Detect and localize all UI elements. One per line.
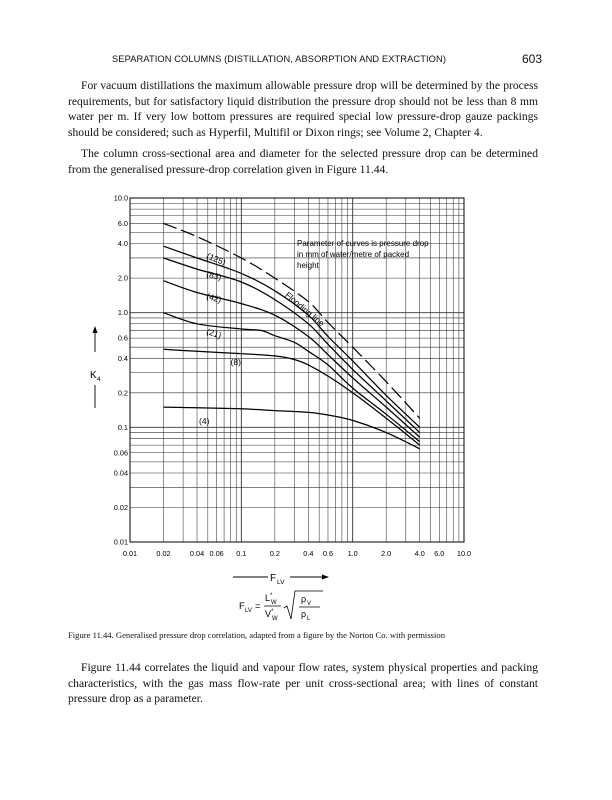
x-axis-label-sub: LV <box>277 579 285 586</box>
curve-label: (21) <box>205 326 223 341</box>
formula-numerator-sub: W <box>271 600 277 606</box>
x-tick-label: 0.2 <box>269 549 280 558</box>
annotation-line: in mm of water/metre of packed <box>297 250 410 259</box>
x-axis-label <box>233 573 329 586</box>
formula-lhs: F <box>239 601 245 612</box>
running-head: SEPARATION COLUMNS (DISTILLATION, ABSORPTION AND EXTRACTION) <box>112 54 447 64</box>
curve-label: (4) <box>199 415 210 426</box>
pressure-drop-curve <box>164 349 420 445</box>
curve-label: (42) <box>205 290 223 305</box>
flooding-line <box>164 223 420 418</box>
x-tick-label: 1.0 <box>347 549 358 558</box>
y-tick-label: 0.4 <box>117 353 128 363</box>
x-tick-label: 4.0 <box>414 549 425 558</box>
y-tick-label: 0.2 <box>117 388 128 398</box>
pressure-drop-curve <box>164 246 420 427</box>
formula-lhs-sub: LV <box>245 608 252 614</box>
x-axis-label-text: F <box>270 573 277 584</box>
curve-label: (125) <box>205 250 228 268</box>
y-tick-label: 0.01 <box>113 537 128 547</box>
y-axis-label-sub: 4 <box>97 376 101 383</box>
flooding-line-label: Flooding line <box>283 289 327 329</box>
x-tick-label: 0.1 <box>236 549 247 558</box>
x-tick-label: 6.0 <box>434 549 445 558</box>
svg-text:*: * <box>271 609 274 615</box>
formula-root-den-sub: L <box>307 616 311 622</box>
formula-root-den: ρ <box>301 609 307 619</box>
paragraph-cross-section: The column cross-sectional area and diameter for the selected pressure drop can be determined from the generalised pressure-drop correlation given in Figure 11.44. <box>68 147 538 176</box>
y-tick-label: 10.0 <box>113 193 128 203</box>
pressure-drop-curve <box>164 407 420 449</box>
y-tick-label: 0.02 <box>113 502 128 512</box>
formula-root-num-sub: V <box>307 601 312 607</box>
x-tick-label: 2.0 <box>381 549 392 558</box>
x-tick-label: 0.02 <box>156 549 171 558</box>
pressure-drop-curve <box>164 258 420 433</box>
annotation-line: Parameter of curves is pressure drop <box>297 239 429 248</box>
page-number: 603 <box>521 52 542 66</box>
x-tick-label: 0.04 <box>189 549 205 558</box>
y-tick-label: 6.0 <box>117 218 128 228</box>
svg-text:=: = <box>255 601 261 612</box>
curve-label: (83) <box>205 268 223 283</box>
figure-caption: Figure 11.44. Generalised pressure drop correlation, adapted from a figure by the Norton Co. with permission <box>68 630 445 640</box>
formula-denominator: V <box>265 609 272 619</box>
x-tick-label: 10.0 <box>456 549 472 558</box>
y-tick-label: 2.0 <box>117 273 128 283</box>
y-tick-label: 0.04 <box>113 468 128 478</box>
x-tick-label: 0.01 <box>122 549 138 558</box>
formula-denominator-sub: W <box>272 616 278 622</box>
y-tick-label: 1.0 <box>117 308 128 318</box>
y-axis-label <box>90 326 101 408</box>
formula-root-num: ρ <box>301 594 307 604</box>
y-tick-label: 4.0 <box>117 239 128 249</box>
plot-frame <box>130 198 464 542</box>
svg-text:*: * <box>270 593 273 599</box>
formula-numerator: L <box>265 593 271 603</box>
paragraph-correlation: Figure 11.44 correlates the liquid and vapour flow rates, system physical properties and packing characteristics, with the gas mass flow-rate per unit cross-sectional area; with lines of constant pressure drop as a parameter. <box>68 661 538 705</box>
curve-label: (8) <box>230 357 241 368</box>
y-tick-label: 0.1 <box>117 422 128 432</box>
pressure-drop-curve <box>164 281 420 438</box>
x-tick-label: 0.4 <box>303 549 314 558</box>
page-header <box>68 52 548 68</box>
x-tick-label: 0.06 <box>209 549 224 558</box>
annotation-line: height <box>297 261 319 270</box>
y-tick-label: 0.06 <box>113 448 128 458</box>
pressure-drop-curve <box>164 313 420 442</box>
flv-formula <box>239 591 323 622</box>
y-axis-label-text: K <box>90 370 97 381</box>
paragraph-vacuum-distillation: For vacuum distillations the maximum allowable pressure drop will be determined by the process requirements, but for satisfactory liquid distribution the pressure drop should not be less than 8 mm water per m. If very low bottom pressures are required special low pressure-drop gauze packings should be considered; such as Hyperfil, Multifil or Dixon rings; see Volume 2, Chapter 4. <box>68 79 538 139</box>
y-tick-label: 0.6 <box>117 333 128 343</box>
x-tick-label: 0.6 <box>322 549 334 558</box>
